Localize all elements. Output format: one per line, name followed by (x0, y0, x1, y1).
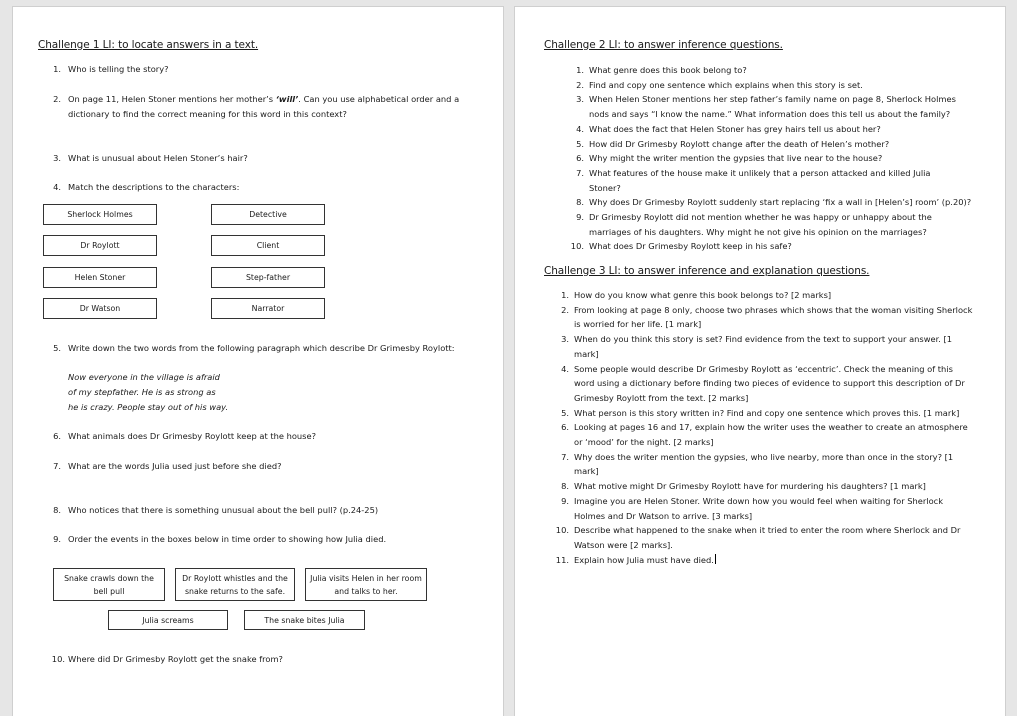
challenge-2-question-text: nods and says “I know the name.” What information does this tell us about the family? (589, 109, 951, 120)
challenge-3-question-text: word using a dictionary before finding two pieces of evidence to support this description of Dr (574, 378, 965, 389)
document-page-1: Challenge 1 LI: to locate answers in a text. 1. Who is telling the story? 2. On page 11, Helen Stoner mentions her mother’s ‘will’. Can you use alphabetical order and a dictionary to find the correct meaning for this word in this context? 3. What is unusual about Helen Stoner’s hair? 4. Match the descriptions to the characters: Sherlock Holmes Dr Roylott Helen Stoner Dr Watson Detective Client Step-father Narrator 5. Write down the two words from the following paragraph which describe Dr Grimesby Roylott: Now everyone in the village is afraid of my stepfather. He is as strong as he is crazy. People stay out of his way. 6. What animals does Dr Grimesby Roylott keep at the house? 7. What are the words Julia used just before she died? 8. Who notices that there is something unusual about the bell pull? (p.24-25) 9. Order the events in the boxes below in time order to showing how Julia died. Snake crawls down the bell pull Dr Roylott whistles and the snake returns to the safe. Julia visits Helen in her room and talks to her. Julia screams The snake bites Julia 10. Where did Dr Grimesby Roylott get the snake from? (13, 7, 503, 716)
challenge-2-question-number: 10. (570, 241, 584, 252)
challenge-3-question-text: mark] (574, 348, 599, 359)
challenge-2-question-text: marriages of his daughters. Why might he not give his opinion on the marriages? (589, 226, 927, 237)
event-box-julia-screams: Julia screams (108, 610, 228, 630)
challenge-3-question-text: When do you think this story is set? Find evidence from the text to support your answer. [1 (574, 334, 953, 345)
challenge-3-question-text: From looking at page 8 only, choose two phrases which shows that the woman visiting Sherlock (574, 304, 973, 315)
event-box-snake-bites: The snake bites Julia (244, 610, 365, 630)
match-box-helen-stoner: Helen Stoner (43, 267, 157, 288)
challenge-2-question-text: Find and copy one sentence which explains when this story is set. (589, 79, 863, 90)
challenge-2-question-number: 6. (576, 153, 584, 164)
challenge-2-question-number: 4. (576, 123, 584, 134)
challenge-3-question-number: 4. (561, 363, 569, 374)
match-box-detective: Detective (211, 204, 325, 225)
quoted-paragraph-line-2: of my stepfather. He is as strong as (68, 387, 216, 397)
match-box-dr-watson: Dr Watson (43, 298, 157, 319)
challenge-3-heading: Challenge 3 LI: to answer inference and explanation questions. (544, 265, 870, 277)
challenge-3-question-number: 3. (561, 334, 569, 345)
event-box-snake-crawls: Snake crawls down the bell pull (53, 568, 165, 601)
challenge-3-question-text: Describe what happened to the snake when it tried to enter the room where Sherlock and Dr (574, 525, 961, 536)
event-box-roylott-whistles: Dr Roylott whistles and the snake returns to the safe. (175, 568, 295, 601)
quoted-paragraph-line-3: he is crazy. People stay out of his way. (68, 402, 229, 412)
challenge-3-question-text: Grimesby Roylott from the text. [2 marks] (574, 392, 749, 403)
challenge-2-question-text: What does Dr Grimesby Roylott keep in his safe? (589, 241, 792, 252)
challenge-3-question-number: 1. (561, 290, 569, 300)
challenge-3-question-number: 5. (561, 407, 569, 418)
challenge-2-question-text: Stoner? (589, 182, 621, 193)
challenge-2-question-text: Why does Dr Grimesby Roylott suddenly start replacing ‘fix a wall in [Helen’s] room’ (p.20)? (589, 197, 972, 208)
challenge-3-question-number: 11. (555, 554, 569, 565)
challenge-3-question-number: 10. (555, 525, 569, 536)
challenge-2-question-number: 8. (576, 197, 584, 208)
document-page-2 (515, 7, 1005, 716)
event-box-julia-visits: Julia visits Helen in her room and talks to her. (305, 568, 427, 601)
challenge-3-question-text: Holmes and Dr Watson to arrive. [3 marks] (574, 510, 753, 521)
match-box-dr-roylott: Dr Roylott (43, 235, 157, 256)
match-box-sherlock-holmes: Sherlock Holmes (43, 204, 157, 225)
challenge-2-question-number: 9. (576, 212, 584, 222)
challenge-2-question-text: How did Dr Grimesby Roylott change after the death of Helen’s mother? (589, 138, 890, 149)
challenge-2-heading: Challenge 2 LI: to answer inference questions. (544, 39, 783, 51)
challenge-3-question-text: is worried for her life. [1 mark] (574, 319, 702, 330)
challenge-2-question-number: 1. (576, 65, 584, 75)
challenge-3-question-text: Imagine you are Helen Stoner. Write down how you would feel when waiting for Sherlock (574, 495, 944, 506)
challenge-3-question-text: How do you know what genre this book belongs to? [2 marks] (574, 290, 832, 300)
challenge-2-question-text: What does the fact that Helen Stoner has grey hairs tell us about her? (589, 123, 881, 134)
challenge-3-question-number: 9. (561, 495, 569, 506)
challenge-3-question-text: Why does the writer mention the gypsies, who live nearby, more than once in the story? [1 (574, 451, 954, 462)
challenge-3-question-text: Explain how Julia must have died. (574, 554, 714, 565)
challenge-3-question-text: mark] (574, 466, 599, 477)
challenge-2-question-number: 5. (576, 138, 584, 149)
challenge-3-question-number: 8. (561, 481, 569, 492)
challenge-3-question-number: 2. (561, 304, 569, 315)
challenge-2-question-text: When Helen Stoner mentions her step father’s family name on page 8, Sherlock Holmes (589, 94, 956, 105)
challenge-3-question-number: 6. (561, 422, 569, 433)
match-box-step-father: Step-father (211, 267, 325, 288)
quoted-paragraph-line-1: Now everyone in the village is afraid (68, 372, 220, 382)
match-box-client: Client (211, 235, 325, 256)
challenge-2-question-number: 2. (576, 79, 584, 90)
challenge-3-question-text: or ‘mood’ for the night. [2 marks] (574, 437, 714, 447)
challenge-3-question-text: Looking at pages 16 and 17, explain how the writer uses the weather to create an atmosphere (574, 422, 968, 433)
challenge-3-question-text: What person is this story written in? Find and copy one sentence which proves this. [1 mark] (574, 407, 960, 418)
challenge-3-question-number: 7. (561, 451, 569, 462)
match-box-narrator: Narrator (211, 298, 325, 319)
challenge-2-question-text: What genre does this book belong to? (589, 65, 747, 75)
challenge-3-question-text: What motive might Dr Grimesby Roylott have for murdering his daughters? [1 mark] (574, 481, 926, 492)
challenge-2-question-text: Dr Grimesby Roylott did not mention whether he was happy or unhappy about the (589, 212, 932, 222)
challenge-3-question-text: Some people would describe Dr Grimesby Roylott as ‘eccentric’. Check the meaning of this (574, 363, 953, 374)
challenge-2-question-text: Why might the writer mention the gypsies that live near to the house? (589, 153, 883, 164)
challenge-2-question-number: 3. (576, 94, 584, 105)
challenge-2-question-text: What features of the house make it unlikely that a person attacked and killed Julia (589, 167, 931, 178)
challenge-3-question-text: Watson were [2 marks]. (574, 539, 673, 550)
challenge-2-question-number: 7. (576, 167, 584, 178)
text-cursor (715, 554, 716, 564)
challenge-1-heading: Challenge 1 LI: to locate answers in a text. (38, 39, 259, 51)
